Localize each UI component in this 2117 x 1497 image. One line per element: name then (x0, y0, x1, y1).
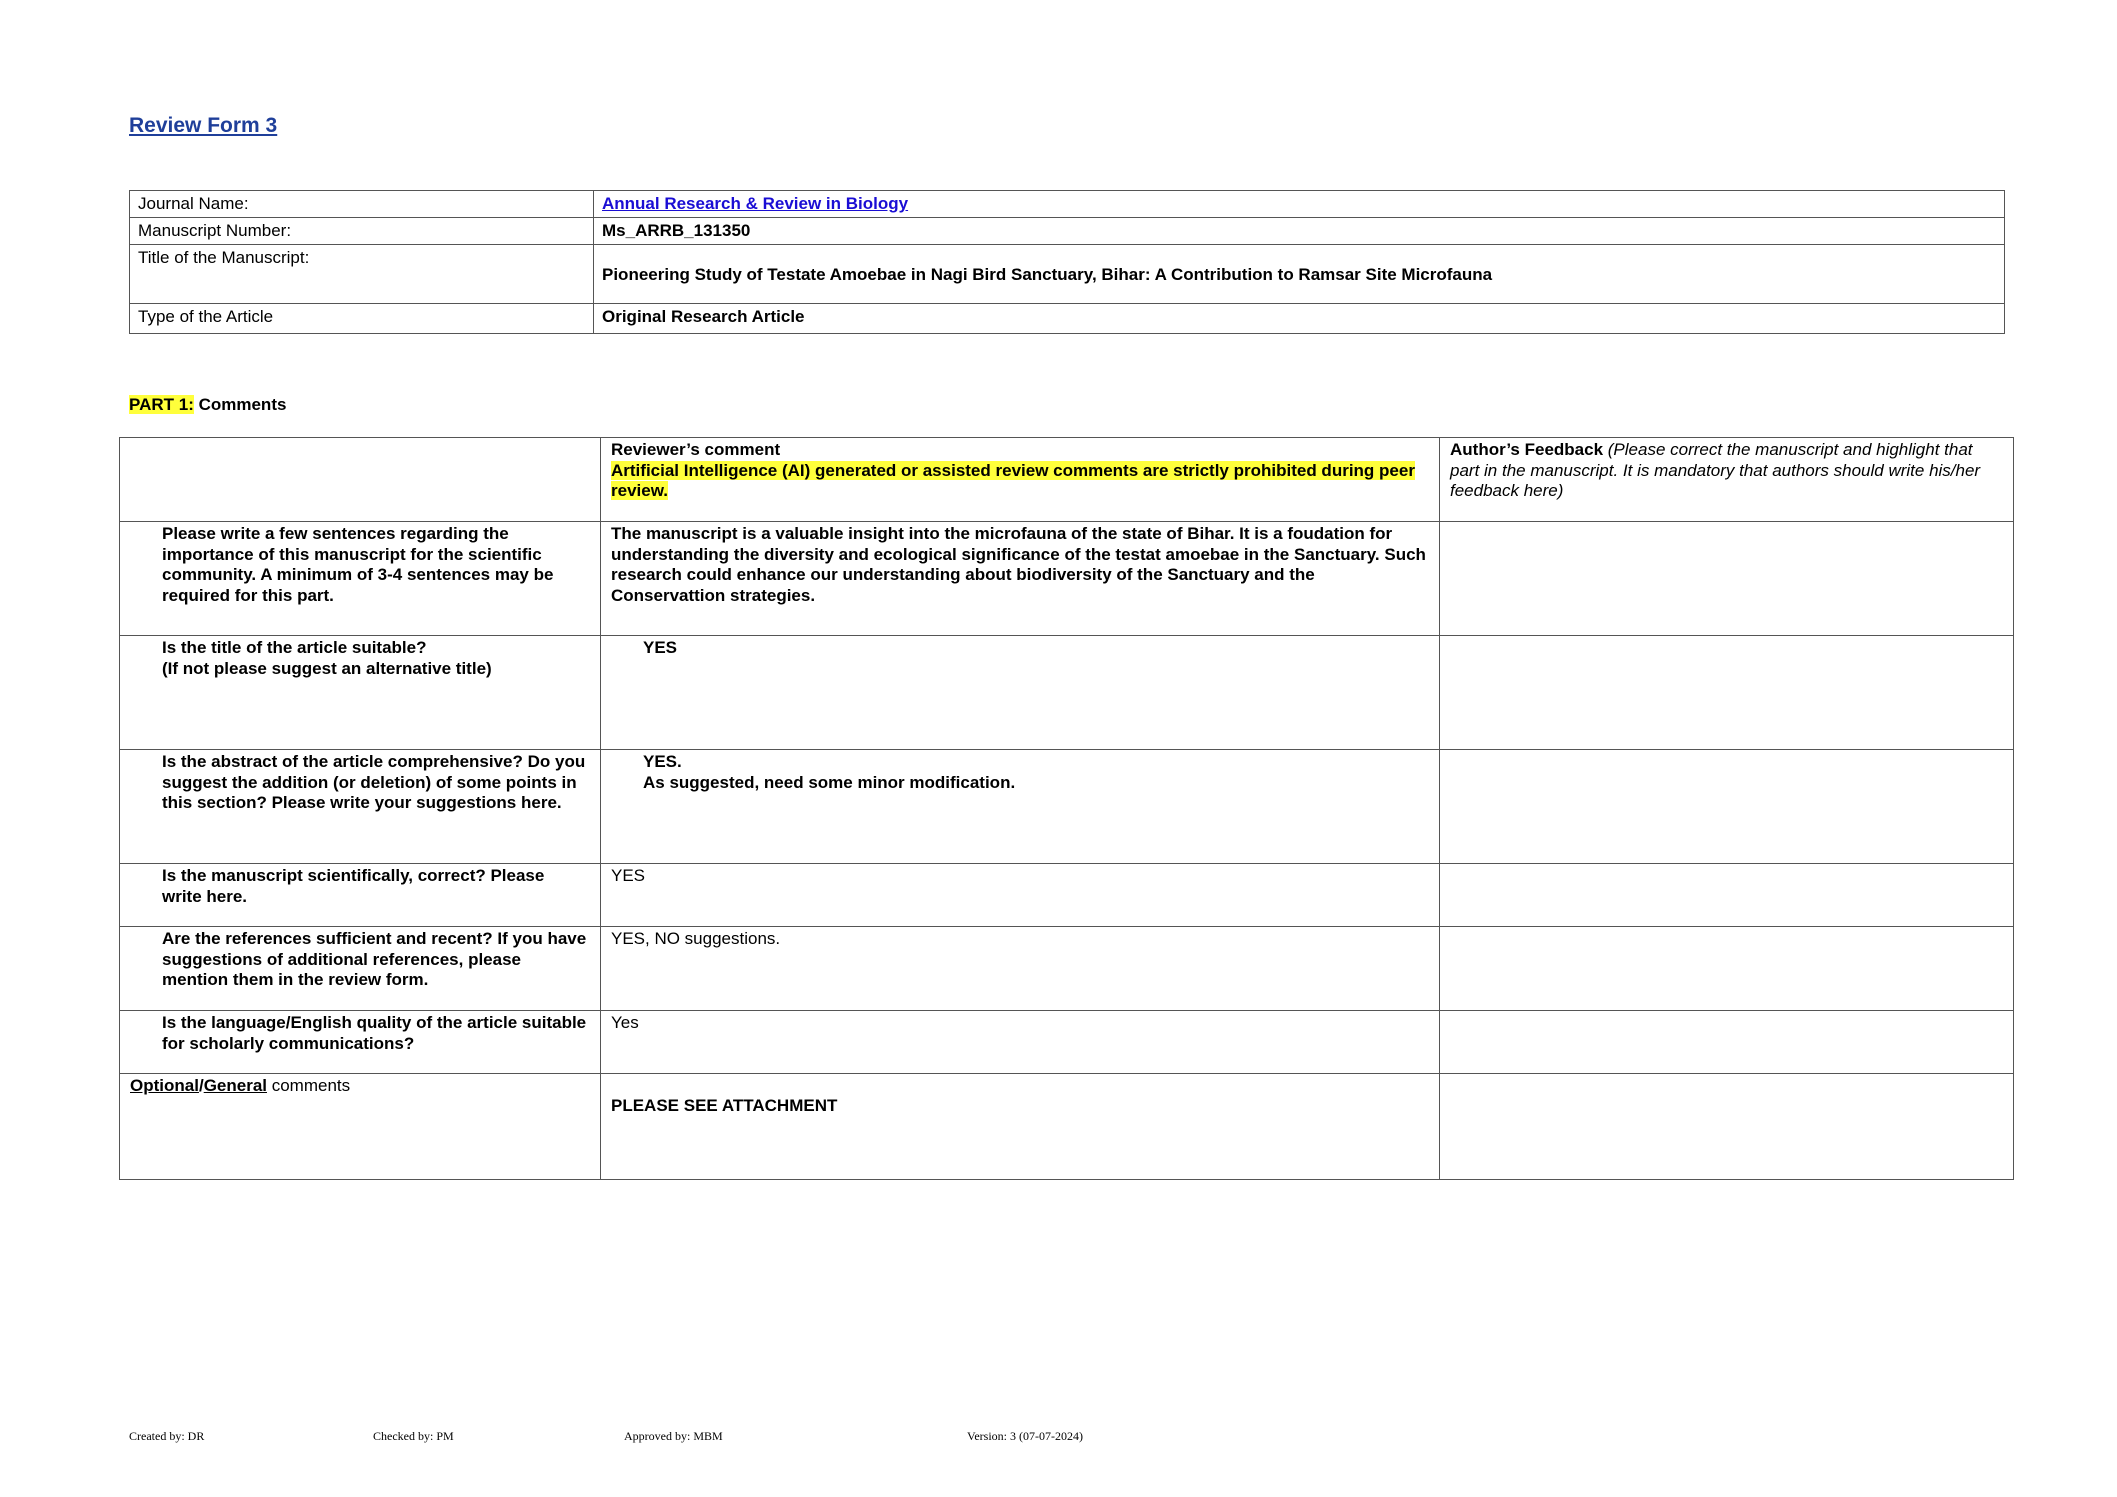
question-language: Is the language/English quality of the article suitable for scholarly communications? (120, 1011, 601, 1074)
author-feedback-importance[interactable] (1440, 522, 2014, 636)
article-type-label: Type of the Article (130, 304, 594, 334)
optional-sep: / (198, 1076, 204, 1095)
manuscript-title-value: Pioneering Study of Testate Amoebae in Nagi Bird Sanctuary, Bihar: A Contribution to Ramsar Site Microfauna (594, 245, 2005, 304)
table-row (120, 1011, 2014, 1074)
manuscript-number-label: Manuscript Number: (130, 218, 594, 245)
author-feedback-abstract[interactable] (1440, 750, 2014, 864)
ai-warning: Artificial Intelligence (AI) generated or assisted review comments are strictly prohibited during peer review. (611, 460, 1415, 500)
table-row (120, 927, 2014, 1011)
answer-scientific: YES (601, 864, 1440, 927)
optional-comments-answer: PLEASE SEE ATTACHMENT (601, 1074, 1440, 1180)
question-importance: Please write a few sentences regarding the importance of this manuscript for the scientific community. A minimum of 3-4 sentences may be required for this part. (120, 522, 601, 636)
answer-title (601, 636, 1440, 750)
reviewer-header-title: Reviewer’s comment (611, 440, 781, 459)
question-title-line1: Is the title of the article suitable? (162, 638, 427, 657)
reviewer-header-cell (601, 438, 1440, 522)
question-title-line2: (If not please suggest an alternative title) (162, 658, 492, 678)
author-header-title: Author’s Feedback (1450, 440, 1604, 459)
part1-heading (129, 395, 286, 415)
header-empty-cell (120, 438, 601, 522)
optional-label: Optional (130, 1076, 199, 1095)
optional-comments-label (120, 1074, 601, 1180)
optional-comments-row (120, 1074, 2014, 1180)
article-type-row (130, 304, 2005, 334)
author-header-note: (Please correct the manuscript and highlight that part in the manuscript. It is mandatory that authors should write his/her feedback here) (1450, 440, 1981, 500)
article-type-value: Original Research Article (594, 304, 2005, 334)
question-title (120, 636, 601, 750)
table-row (120, 636, 2014, 750)
manuscript-number-row (130, 218, 2005, 245)
part1-suffix: Comments (193, 395, 287, 414)
author-feedback-language[interactable] (1440, 1011, 2014, 1074)
footer-version: Version: 3 (07-07-2024) (967, 1429, 1083, 1443)
table-row (120, 864, 2014, 927)
form-title: Review Form 3 (129, 114, 278, 137)
answer-abstract-line2: As suggested, need some minor modification. (643, 772, 1016, 792)
manuscript-title-label: Title of the Manuscript: (130, 245, 594, 304)
answer-abstract-line1: YES. (643, 752, 682, 771)
manuscript-info-table (129, 190, 2005, 334)
answer-abstract (601, 750, 1440, 864)
journal-row (130, 191, 2005, 218)
question-abstract: Is the abstract of the article comprehensive? Do you suggest the addition (or deletion) of some points in this section? Please write your suggestions here. (120, 750, 601, 864)
answer-title-text: YES (643, 638, 678, 657)
question-references: Are the references sufficient and recent? If you have suggestions of additional references, please mention them in the review form. (120, 927, 601, 1011)
comments-header-row (120, 438, 2014, 522)
answer-importance: The manuscript is a valuable insight into the microfauna of the state of Bihar. It is a foudation for understanding the diversity and ecological significance of the testat amoebae in the Sanctuary. Such research could enhance our understanding about biodiversity of the Sanctuary and the Conservattion strategies. (601, 522, 1440, 636)
journal-link[interactable]: Annual Research & Review in Biology (602, 194, 909, 213)
part1-label: PART 1: (129, 395, 194, 414)
author-feedback-scientific[interactable] (1440, 864, 2014, 927)
comments-suffix: comments (267, 1076, 351, 1095)
general-label: General (203, 1076, 267, 1095)
author-feedback-references[interactable] (1440, 927, 2014, 1011)
question-scientific: Is the manuscript scientifically, correct? Please write here. (120, 864, 601, 927)
footer-approved: Approved by: MBM (624, 1429, 723, 1443)
journal-label: Journal Name: (130, 191, 594, 218)
comments-table (119, 437, 2014, 1180)
footer-checked: Checked by: PM (373, 1429, 454, 1443)
answer-references: YES, NO suggestions. (601, 927, 1440, 1011)
answer-language: Yes (601, 1011, 1440, 1074)
author-feedback-title[interactable] (1440, 636, 2014, 750)
author-header-cell (1440, 438, 2014, 522)
footer-created: Created by: DR (129, 1429, 205, 1443)
manuscript-number-value: Ms_ARRB_131350 (594, 218, 2005, 245)
table-row (120, 750, 2014, 864)
table-row (120, 522, 2014, 636)
manuscript-title-row (130, 245, 2005, 304)
journal-value (594, 191, 2005, 218)
author-feedback-optional[interactable] (1440, 1074, 2014, 1180)
